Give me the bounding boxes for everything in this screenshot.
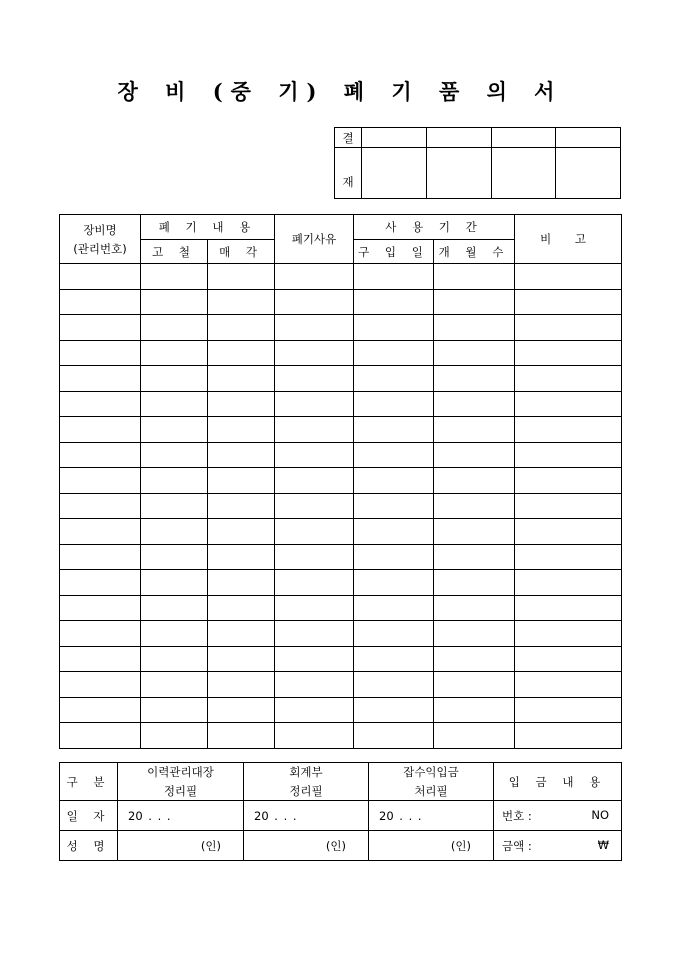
table-cell[interactable]	[434, 672, 515, 698]
table-cell[interactable]	[141, 264, 208, 290]
table-cell[interactable]	[141, 723, 208, 749]
header-note: 비 고	[515, 215, 622, 264]
table-cell[interactable]	[60, 519, 141, 545]
table-cell[interactable]	[208, 595, 275, 621]
table-cell[interactable]	[515, 697, 622, 723]
amount-value: ₩	[597, 837, 609, 852]
table-cell[interactable]	[515, 672, 622, 698]
approval-sign-cell[interactable]	[491, 148, 556, 199]
table-cell[interactable]	[434, 697, 515, 723]
table-cell[interactable]	[208, 570, 275, 596]
table-cell[interactable]	[60, 544, 141, 570]
table-cell[interactable]	[60, 672, 141, 698]
table-cell[interactable]	[141, 697, 208, 723]
table-cell[interactable]	[354, 340, 434, 366]
table-cell[interactable]	[434, 340, 515, 366]
bottom-misc-line1: 잡수익입금	[403, 765, 459, 779]
table-cell[interactable]	[434, 646, 515, 672]
approval-header-cell[interactable]	[426, 128, 491, 148]
table-cell[interactable]	[60, 289, 141, 315]
table-cell[interactable]	[141, 544, 208, 570]
table-cell[interactable]	[275, 289, 354, 315]
amount-label: 금액 :	[502, 838, 532, 853]
bottom-category-header: 구 분	[60, 763, 118, 801]
table-cell[interactable]	[354, 417, 434, 443]
table-cell[interactable]	[354, 264, 434, 290]
table-cell[interactable]	[141, 417, 208, 443]
table-row	[60, 723, 622, 749]
table-row	[60, 697, 622, 723]
table-cell[interactable]	[275, 621, 354, 647]
table-cell[interactable]	[434, 289, 515, 315]
table-row	[60, 595, 622, 621]
table-cell[interactable]	[208, 672, 275, 698]
table-row	[60, 570, 622, 596]
table-cell[interactable]	[434, 417, 515, 443]
table-cell[interactable]	[434, 621, 515, 647]
approval-header-cell[interactable]	[556, 128, 621, 148]
table-row	[60, 621, 622, 647]
table-cell[interactable]	[515, 289, 622, 315]
table-cell[interactable]	[208, 621, 275, 647]
table-cell[interactable]	[434, 442, 515, 468]
table-cell[interactable]	[60, 264, 141, 290]
table-cell[interactable]	[515, 442, 622, 468]
table-cell[interactable]	[141, 570, 208, 596]
table-cell[interactable]	[275, 442, 354, 468]
table-cell[interactable]	[515, 417, 622, 443]
number-label: 번호 :	[502, 808, 532, 823]
table-row	[60, 442, 622, 468]
table-cell[interactable]	[434, 264, 515, 290]
table-cell[interactable]	[141, 595, 208, 621]
bottom-misc-header	[369, 763, 494, 801]
table-cell[interactable]	[275, 493, 354, 519]
table-cell[interactable]	[208, 264, 275, 290]
table-row	[60, 366, 622, 392]
table-cell[interactable]	[515, 723, 622, 749]
processing-table	[59, 762, 622, 861]
table-cell[interactable]	[275, 468, 354, 494]
table-cell[interactable]	[434, 723, 515, 749]
table-cell[interactable]	[208, 723, 275, 749]
table-cell[interactable]	[275, 417, 354, 443]
table-cell[interactable]	[275, 519, 354, 545]
seal-field-history[interactable]: (인)	[118, 831, 244, 861]
bottom-name-label: 성 명	[60, 831, 118, 861]
table-cell[interactable]	[354, 697, 434, 723]
table-cell[interactable]	[208, 289, 275, 315]
table-cell[interactable]	[515, 519, 622, 545]
bottom-history-line2: 정리필	[163, 784, 198, 798]
bottom-date-label: 일 자	[60, 801, 118, 831]
table-cell[interactable]	[515, 544, 622, 570]
table-cell[interactable]	[208, 544, 275, 570]
header-sale: 매 각	[208, 240, 275, 264]
table-cell[interactable]	[275, 264, 354, 290]
table-cell[interactable]	[275, 723, 354, 749]
bottom-misc-line2: 처리필	[414, 784, 448, 798]
table-cell[interactable]	[208, 366, 275, 392]
header-disposal-content: 폐 기 내 용	[141, 215, 275, 240]
table-cell[interactable]	[434, 519, 515, 545]
table-cell[interactable]	[60, 468, 141, 494]
table-cell[interactable]	[60, 417, 141, 443]
table-cell[interactable]	[354, 366, 434, 392]
table-cell[interactable]	[60, 723, 141, 749]
table-row	[60, 391, 622, 417]
table-cell[interactable]	[141, 366, 208, 392]
table-cell[interactable]	[208, 340, 275, 366]
table-cell[interactable]	[354, 493, 434, 519]
table-row	[60, 672, 622, 698]
table-cell[interactable]	[208, 519, 275, 545]
bottom-accounting-header	[244, 763, 369, 801]
table-cell[interactable]	[141, 493, 208, 519]
table-cell[interactable]	[208, 493, 275, 519]
table-cell[interactable]	[208, 442, 275, 468]
table-cell[interactable]	[275, 391, 354, 417]
table-cell[interactable]	[354, 544, 434, 570]
approval-header-cell[interactable]	[362, 128, 427, 148]
table-cell[interactable]	[208, 468, 275, 494]
table-cell[interactable]	[60, 493, 141, 519]
table-row	[60, 264, 622, 290]
table-cell[interactable]	[60, 595, 141, 621]
table-cell[interactable]	[275, 544, 354, 570]
table-cell[interactable]	[354, 442, 434, 468]
table-cell[interactable]	[515, 340, 622, 366]
table-cell[interactable]	[208, 315, 275, 341]
header-purchase-date: 구 입 일	[354, 240, 434, 264]
disposal-table	[59, 214, 622, 749]
table-cell[interactable]	[354, 289, 434, 315]
bottom-history-header	[118, 763, 244, 801]
table-cell[interactable]	[434, 468, 515, 494]
seal-field-misc[interactable]: (인)	[369, 831, 494, 861]
approval-box	[334, 127, 621, 199]
table-cell[interactable]	[141, 468, 208, 494]
header-equipment-name-line2: (관리번호)	[73, 241, 127, 256]
page-title: 장 비 (중 기) 폐 기 품 의 서	[117, 79, 563, 104]
table-cell[interactable]	[434, 315, 515, 341]
table-cell[interactable]	[60, 340, 141, 366]
table-cell[interactable]	[515, 391, 622, 417]
table-cell[interactable]	[208, 391, 275, 417]
table-cell[interactable]	[60, 366, 141, 392]
table-cell[interactable]	[434, 544, 515, 570]
table-row	[60, 468, 622, 494]
table-cell[interactable]	[141, 442, 208, 468]
table-cell[interactable]	[275, 672, 354, 698]
table-cell[interactable]	[354, 519, 434, 545]
table-cell[interactable]	[515, 493, 622, 519]
table-cell[interactable]	[354, 315, 434, 341]
date-field-history[interactable]: 20 . . .	[118, 801, 244, 831]
table-cell[interactable]	[141, 646, 208, 672]
table-cell[interactable]	[515, 570, 622, 596]
table-cell[interactable]	[434, 595, 515, 621]
table-cell[interactable]	[60, 315, 141, 341]
table-cell[interactable]	[515, 264, 622, 290]
table-cell[interactable]	[208, 646, 275, 672]
table-cell[interactable]	[434, 366, 515, 392]
table-cell[interactable]	[60, 442, 141, 468]
amount-field[interactable]	[494, 831, 622, 861]
approval-sign-cell[interactable]	[556, 148, 621, 199]
approval-label-top: 결	[335, 128, 362, 148]
table-cell[interactable]	[60, 621, 141, 647]
table-row	[60, 646, 622, 672]
table-cell[interactable]	[60, 697, 141, 723]
table-cell[interactable]	[354, 595, 434, 621]
table-cell[interactable]	[275, 366, 354, 392]
table-cell[interactable]	[141, 621, 208, 647]
table-cell[interactable]	[354, 468, 434, 494]
table-cell[interactable]	[141, 672, 208, 698]
table-cell[interactable]	[60, 646, 141, 672]
approval-sign-cell[interactable]	[362, 148, 427, 199]
table-cell[interactable]	[434, 391, 515, 417]
table-cell[interactable]	[275, 315, 354, 341]
bottom-history-line1: 이력관리대장	[147, 765, 214, 779]
table-cell[interactable]	[60, 570, 141, 596]
header-disposal-reason: 폐기사유	[275, 215, 354, 264]
table-cell[interactable]	[354, 672, 434, 698]
table-row	[60, 340, 622, 366]
table-cell[interactable]	[60, 391, 141, 417]
table-cell[interactable]	[515, 468, 622, 494]
table-cell[interactable]	[208, 417, 275, 443]
table-cell[interactable]	[275, 697, 354, 723]
table-cell[interactable]	[141, 289, 208, 315]
table-cell[interactable]	[141, 315, 208, 341]
header-months: 개 월 수	[434, 240, 515, 264]
table-cell[interactable]	[141, 519, 208, 545]
bottom-accounting-line2: 정리필	[289, 784, 323, 798]
table-cell[interactable]	[354, 646, 434, 672]
table-cell[interactable]	[515, 366, 622, 392]
table-cell[interactable]	[434, 570, 515, 596]
table-cell[interactable]	[275, 595, 354, 621]
header-equipment-name	[60, 215, 141, 264]
table-cell[interactable]	[515, 646, 622, 672]
table-row	[60, 493, 622, 519]
table-row	[60, 519, 622, 545]
table-cell[interactable]	[354, 723, 434, 749]
bottom-accounting-line1: 회계부	[289, 765, 323, 779]
table-cell[interactable]	[515, 621, 622, 647]
table-row	[60, 315, 622, 341]
date-field-misc[interactable]: 20 . . .	[369, 801, 494, 831]
table-cell[interactable]	[354, 570, 434, 596]
approval-sign-cell[interactable]	[426, 148, 491, 199]
table-cell[interactable]	[275, 340, 354, 366]
approval-label-bottom: 재	[335, 148, 362, 199]
table-cell[interactable]	[141, 391, 208, 417]
number-value: NO	[591, 807, 609, 822]
table-row	[60, 544, 622, 570]
table-row	[60, 289, 622, 315]
table-cell[interactable]	[434, 493, 515, 519]
approval-header-cell[interactable]	[491, 128, 556, 148]
table-cell[interactable]	[515, 315, 622, 341]
table-cell[interactable]	[275, 646, 354, 672]
header-equipment-name-line1: 장비명	[83, 222, 117, 237]
table-cell[interactable]	[141, 340, 208, 366]
bottom-deposit-header: 입 금 내 용	[494, 763, 622, 801]
header-usage-period: 사 용 기 간	[354, 215, 515, 240]
date-field-accounting[interactable]: 20 . . .	[244, 801, 369, 831]
number-field[interactable]	[494, 801, 622, 831]
header-scrap: 고 철	[141, 240, 208, 264]
seal-field-accounting[interactable]: (인)	[244, 831, 369, 861]
table-row	[60, 417, 622, 443]
table-cell[interactable]	[208, 697, 275, 723]
table-cell[interactable]	[515, 595, 622, 621]
table-cell[interactable]	[354, 391, 434, 417]
table-cell[interactable]	[354, 621, 434, 647]
table-cell[interactable]	[275, 570, 354, 596]
